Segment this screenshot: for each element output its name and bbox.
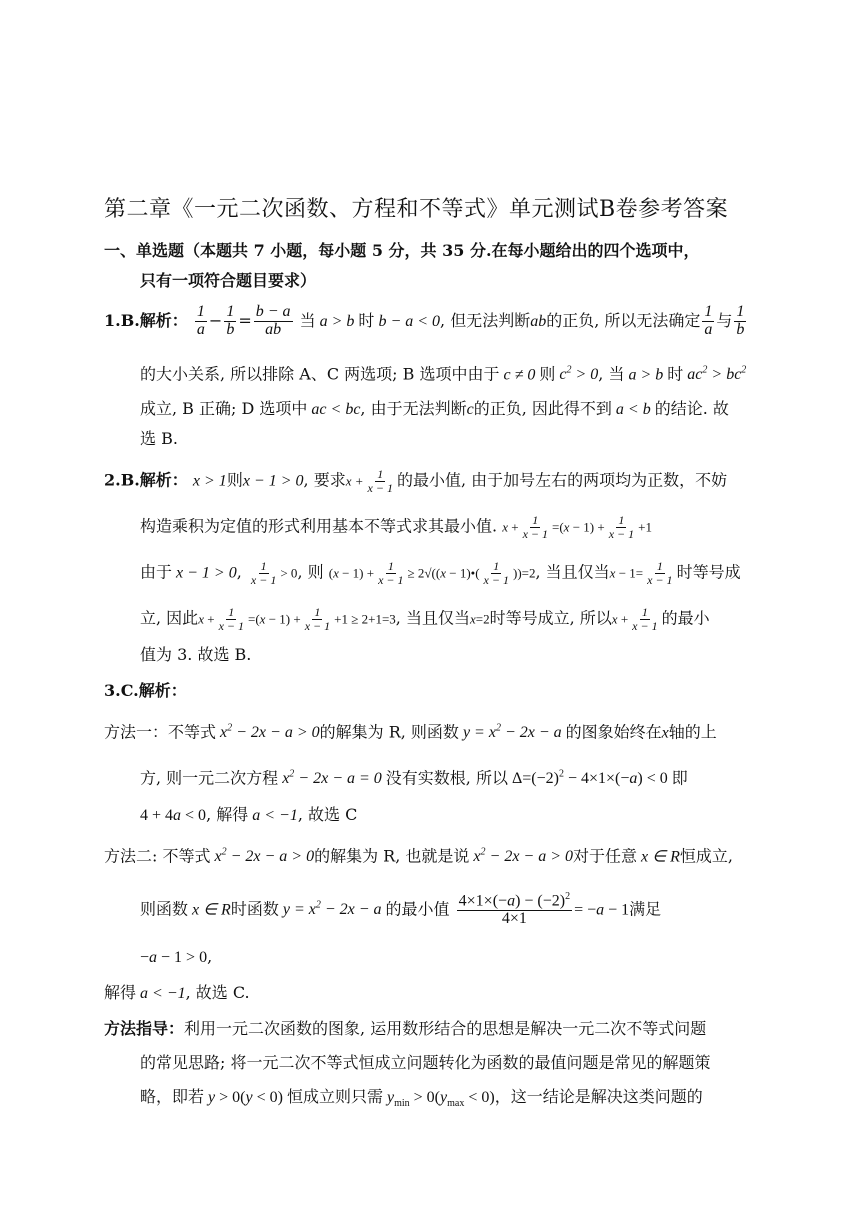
q1-label: 1.B.解析： <box>104 310 188 330</box>
guide-label: 方法指导： <box>104 1019 185 1038</box>
q1-line4: 选 B. <box>140 429 178 448</box>
q3-method2-line1: 方法二: 不等式 $x^2 - 2x - a > 0$的解集为 R, 也就是说 $x^2 - 2x - a > 0$对于任意 x ∈ R恒成立, <box>104 846 733 866</box>
q3-method2-line4: 解得 a < −1, 故选 C. <box>104 983 250 1002</box>
q2-label: 2.B.解析： <box>104 470 188 490</box>
q3-label: 3.C.解析： <box>104 681 187 700</box>
q2-line1: 2.B.解析： x > 1则x − 1 > 0, 要求x + $\frac{1}{x - 1}$ 的最小值, 由于加号左右的两项均为正数，不妨 <box>104 467 728 495</box>
q1-line3: 成立, B 正确; D 选项中 ac < bc, 由于无法判断c的正负, 因此得不到 a < b 的结论. 故 <box>140 399 729 418</box>
q3-method2-line2: 则函数 x ∈ R时函数 $y = x^2 - 2x - a$ 的最小值 $\frac{4\times 1\times(-a) - (-2)^2}{4\times 1}$ = −a − 1满足 <box>140 891 662 928</box>
q1-line1: 1.B.解析： $\frac{1}{a}$ − $\frac{1}{b}$ = $\frac{b - a}{ab}$ 当 a > b 时 b − a < 0, 但无法判断ab的正负, 所以无法确定 $\frac{1}{a}$ 与 $\frac{1}{b}$ <box>104 303 745 338</box>
q1-line2: 的大小关系, 所以排除 A、C 两选项; B 选项中由于 c ≠ 0 则 $c^2 > 0$, 当 a > b 时 $ac^2 > bc^2$ <box>140 364 747 384</box>
q3-method1-line3: 4 + 4a < 0, 解得 a < −1, 故选 C <box>140 805 358 824</box>
q2-line5: 值为 3. 故选 B. <box>140 645 252 664</box>
q2-line4: 立, 因此x + $\frac{1}{x - 1}$ =(x − 1) + $\frac{1}{x - 1}$ +1 ≥ 2+1=3, 当且仅当x=2时等号成立, 所以x + $\frac{1}{x - 1}$ 的最小 <box>140 605 710 633</box>
section-heading-line2: 只有一项符合题目要求） <box>140 271 317 290</box>
q3-method1-line2: 方, 则一元二次方程 $x^2 - 2x - a = 0$ 没有实数根, 所以 $\Delta=(-2)^2 - 4\times 1\times(-a) < 0$ 即 <box>140 768 688 788</box>
page-title: 第二章《一元二次函数、方程和不等式》单元测试B卷参考答案 <box>104 197 729 222</box>
q2-line2: 构造乘积为定值的形式利用基本不等式求其最小值. x + $\frac{1}{x - 1}$ =(x − 1) + $\frac{1}{x - 1}$ +1 <box>140 513 652 541</box>
guide-line1: 方法指导：利用一元二次函数的图象, 运用数形结合的思想是解决一元二次不等式问题 <box>104 1019 707 1038</box>
q3-method2-line3: −a − 1 > 0, <box>140 947 213 966</box>
q2-line3: 由于 x − 1 > 0, $\frac{1}{x - 1}$ > 0, 则 (x − 1) + $\frac{1}{x - 1}$ ≥ 2√((x − 1)•( $\frac{1}{x - 1}$ ))=2, 当且仅当x − 1= $\frac{1}{x - 1}$ 时等号成 <box>140 559 741 587</box>
guide-line3: 略，即若 y > 0(y < 0) 恒成立则只需 $y_{min} > 0(y_{max} < 0)$，这一结论是解决这类问题的 <box>140 1087 703 1110</box>
guide-line2: 的常见思路; 将一元二次不等式恒成立问题转化为函数的最值问题是常见的解题策 <box>140 1053 711 1072</box>
section-heading-line1: 一、单选题（本题共 7 小题，每小题 5 分，共 35 分.在每小题给出的四个选项中， <box>104 241 700 260</box>
q3-method1-line1: 方法一：不等式 $x^2 - 2x - a > 0$的解集为 R, 则函数 $y = x^2 - 2x - a$ 的图象始终在x轴的上 <box>104 722 717 742</box>
